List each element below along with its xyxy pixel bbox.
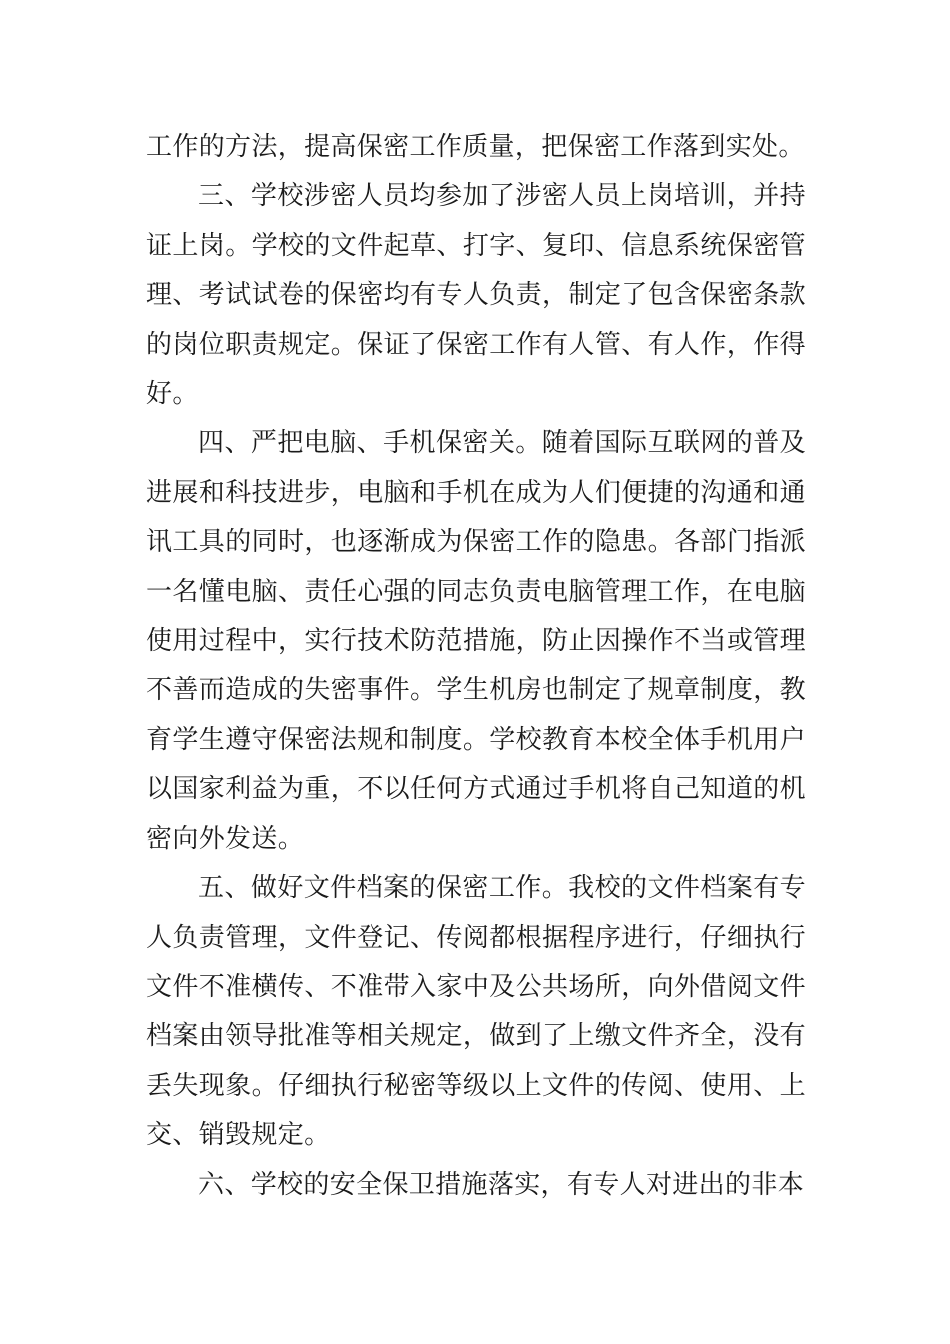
paragraph-continued: 工作的方法，提高保密工作质量，把保密工作落到实处。 [146,132,805,162]
paragraph-section-4: 四、严把电脑、手机保密关。随着国际互联网的普及进展和科技进步，电脑和手机在成为人们便捷的沟通和通讯工具的同时，也逐渐成为保密工作的隐患。各部门指派一名懂电脑、责任心强的同志负责电脑管理工作，在电脑使用过程中，实行技术防范措施，防止因操作不当或管理不善而造成的失密事件。学生机房也制定了规章制度，教育学生遵守保密法规和制度。学校教育本校全体手机用户以国家利益为重，不以任何方式通过手机将自己知道的机密向外发送。 [146,428,806,854]
paragraph-section-6: 六、学校的安全保卫措施落实，有专人对进出的非本 [198,1169,805,1200]
document-page [146,123,806,1210]
paragraph-section-3: 三、学校涉密人员均参加了涉密人员上岗培训，并持证上岗。学校的文件起草、打字、复印、信息系统保密管理、考试试卷的保密均有专人负责，制定了包含保密条款的岗位职责规定。保证了保密工作有人管、有人作，作得好。 [146,181,806,410]
paragraph-section-5: 五、做好文件档案的保密工作。我校的文件档案有专人负责管理，文件登记、传阅都根据程序进行，仔细执行文件不准横传、不准带入家中及公共场所，向外借阅文件档案由领导批准等相关规定，做到了上缴文件齐全，没有丢失现象。仔细执行秘密等级以上文件的传阅、使用、上交、销毁规定。 [146,873,806,1151]
